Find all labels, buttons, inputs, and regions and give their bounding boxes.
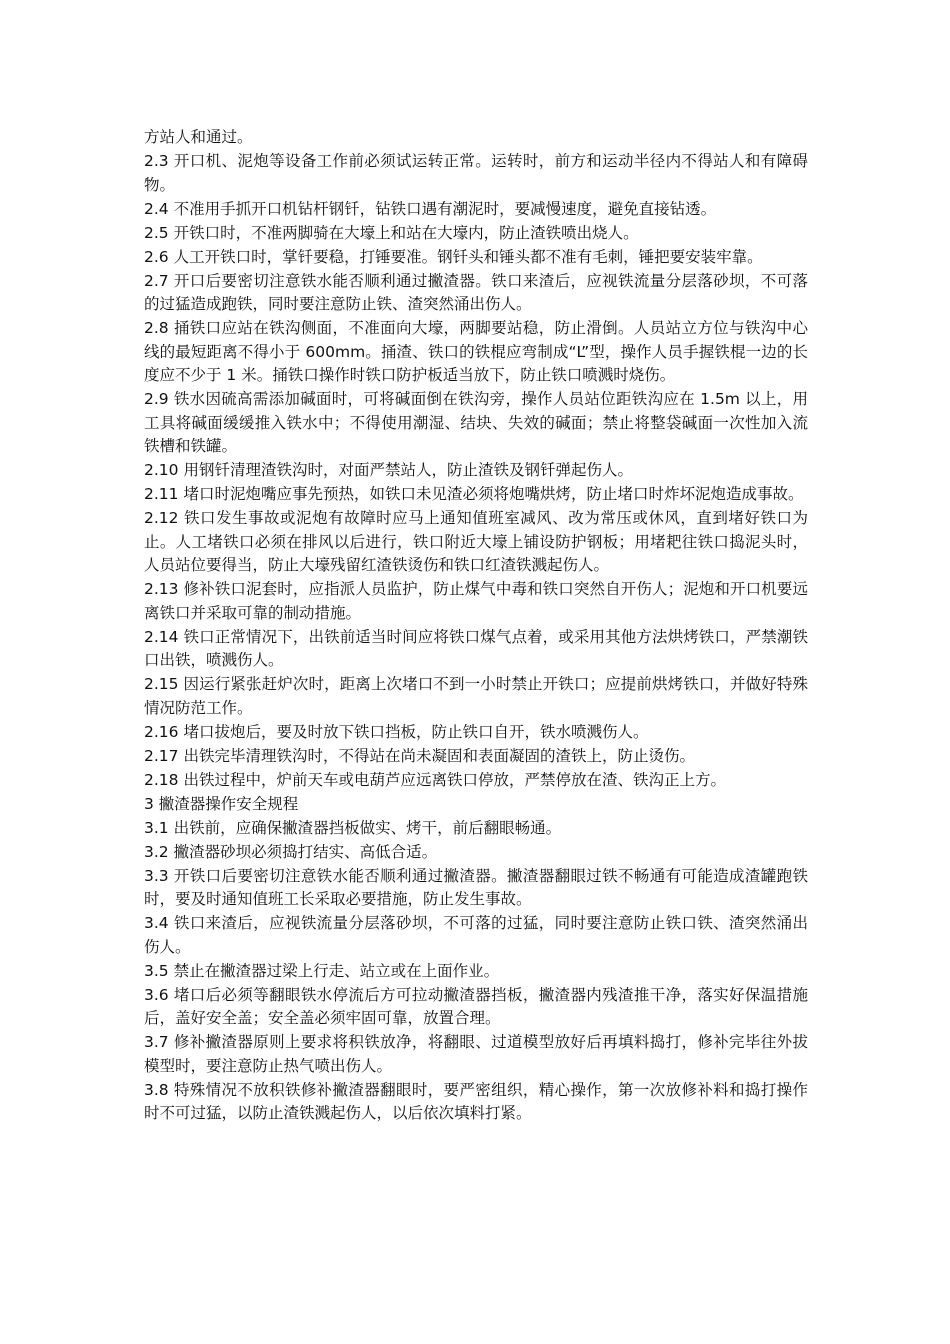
paragraph: 3.8 特殊情况不放积铁修补撇渣器翻眼时，要严密组织，精心操作，第一次放修补料和捣打操作时不可过猛，以防止渣铁溅起伤人，以后依次填料打紧。: [144, 1080, 808, 1122]
paragraph: 2.15 因运行紧张赶炉次时，距离上次堵口不到一小时禁止开铁口；应提前烘烤铁口，并做好特殊情况防范工作。: [144, 675, 808, 717]
paragraph: 2.9 铁水因硫高需添加碱面时，可将碱面倒在铁沟旁，操作人员站位距铁沟应在 1.5m 以上，用工具将碱面缓缓推入铁水中；不得使用潮湿、结块、失效的碱面；禁止将整袋碱面一次性加入流铁槽和铁罐。: [144, 390, 808, 455]
paragraph: 3.2 撇渣器砂坝必须捣打结实、高低合适。: [144, 842, 438, 861]
paragraph: 2.18 出铁过程中，炉前天车或电葫芦应远离铁口停放，严禁停放在渣、铁沟正上方。: [144, 770, 726, 789]
paragraph: 3.5 禁止在撇渣器过梁上行走、站立或在上面作业。: [144, 961, 500, 980]
section-heading: 3 撇渣器操作安全规程: [144, 794, 299, 813]
paragraph: 3.7 修补撇渣器原则上要求将积铁放净，将翻眼、过道模型放好后再填料捣打，修补完毕往外拔模型时，要注意防止热气喷出伤人。: [144, 1033, 808, 1075]
paragraph: 2.12 铁口发生事故或泥炮有故障时应马上通知值班室减风、改为常压或休风，直到堵好铁口为止。人工堵铁口必须在排风以后进行，铁口附近大壕上铺设防护钢板；用堵耙往铁口捣泥头时，人员站位要得当，防止大壕残留红渣铁烫伤和铁口红渣铁溅起伤人。: [144, 509, 808, 574]
paragraph: 2.6 人工开铁口时，掌钎要稳，打锤要准。钢钎头和锤头都不准有毛刺，锤把要安装牢靠。: [144, 247, 763, 266]
paragraph: 2.5 开铁口时，不准两脚骑在大壕上和站在大壕内，防止渣铁喷出烧人。: [144, 223, 639, 242]
paragraph: 3.4 铁口来渣后，应视铁流量分层落砂坝，不可落的过猛，同时要注意防止铁口铁、渣突然涌出伤人。: [144, 914, 808, 956]
paragraph: 2.11 堵口时泥炮嘴应事先预热，如铁口未见渣必须将炮嘴烘烤，防止堵口时炸坏泥炮造成事故。: [144, 485, 804, 503]
paragraph: 3.3 开铁口后要密切注意铁水能否顺利通过撇渣器。撇渣器翻眼过铁不畅通有可能造成渣罐跑铁时，要及时通知值班工长采取必要措施，防止发生事故。: [144, 866, 808, 908]
paragraph: 2.14 铁口正常情况下，出铁前适当时间应将铁口煤气点着，或采用其他方法烘烤铁口，严禁潮铁口出铁，喷溅伤人。: [144, 627, 808, 669]
paragraph: 2.3 开口机、泥炮等设备工作前必须试运转正常。运转时，前方和运动半径内不得站人和有障碍物。: [144, 152, 808, 194]
paragraph: 3.6 堵口后必须等翻眼铁水停流后方可拉动撇渣器挡板，撇渣器内残渣推干净，落实好保温措施后，盖好安全盖；安全盖必须牢固可靠，放置合理。: [144, 985, 808, 1027]
paragraph: 2.8 捅铁口应站在铁沟侧面，不准面向大壕，两脚要站稳，防止滑倒。人员站立方位与铁沟中心线的最短距离不得小于 600mm。捅渣、铁口的铁棍应弯制成“L”型，操作人员手握铁棍一边的长度应不少于 1 米。捅铁口操作时铁口防护板适当放下，防止铁口喷溅时烧伤。: [144, 319, 808, 384]
paragraph: 2.10 用钢钎清理渣铁沟时，对面严禁站人，防止渣铁及钢钎弹起伤人。: [144, 461, 633, 479]
paragraph: 方站人和通过。: [144, 128, 253, 146]
document-body: [144, 126, 808, 1126]
paragraph: 3.1 出铁前，应确保撇渣器挡板做实、烤干，前后翻眼畅通。: [144, 818, 562, 837]
paragraph: 2.7 开口后要密切注意铁水能否顺利通过撇渣器。铁口来渣后，应视铁流量分层落砂坝，不可落的过猛造成跑铁，同时要注意防止铁、渣突然涌出伤人。: [144, 271, 808, 313]
paragraph: 2.4 不准用手抓开口机钻杆钢钎，钻铁口遇有潮泥时，要减慢速度，避免直接钻透。: [144, 199, 717, 218]
paragraph: 2.16 堵口拔炮后，要及时放下铁口挡板，防止铁口自开，铁水喷溅伤人。: [144, 722, 649, 741]
paragraph: 2.13 修补铁口泥套时，应指派人员监护，防止煤气中毒和铁口突然自开伤人；泥炮和开口机要远离铁口并采取可靠的制动措施。: [144, 580, 808, 622]
paragraph: 2.17 出铁完毕清理铁沟时，不得站在尚未凝固和表面凝固的渣铁上，防止烫伤。: [144, 746, 695, 765]
